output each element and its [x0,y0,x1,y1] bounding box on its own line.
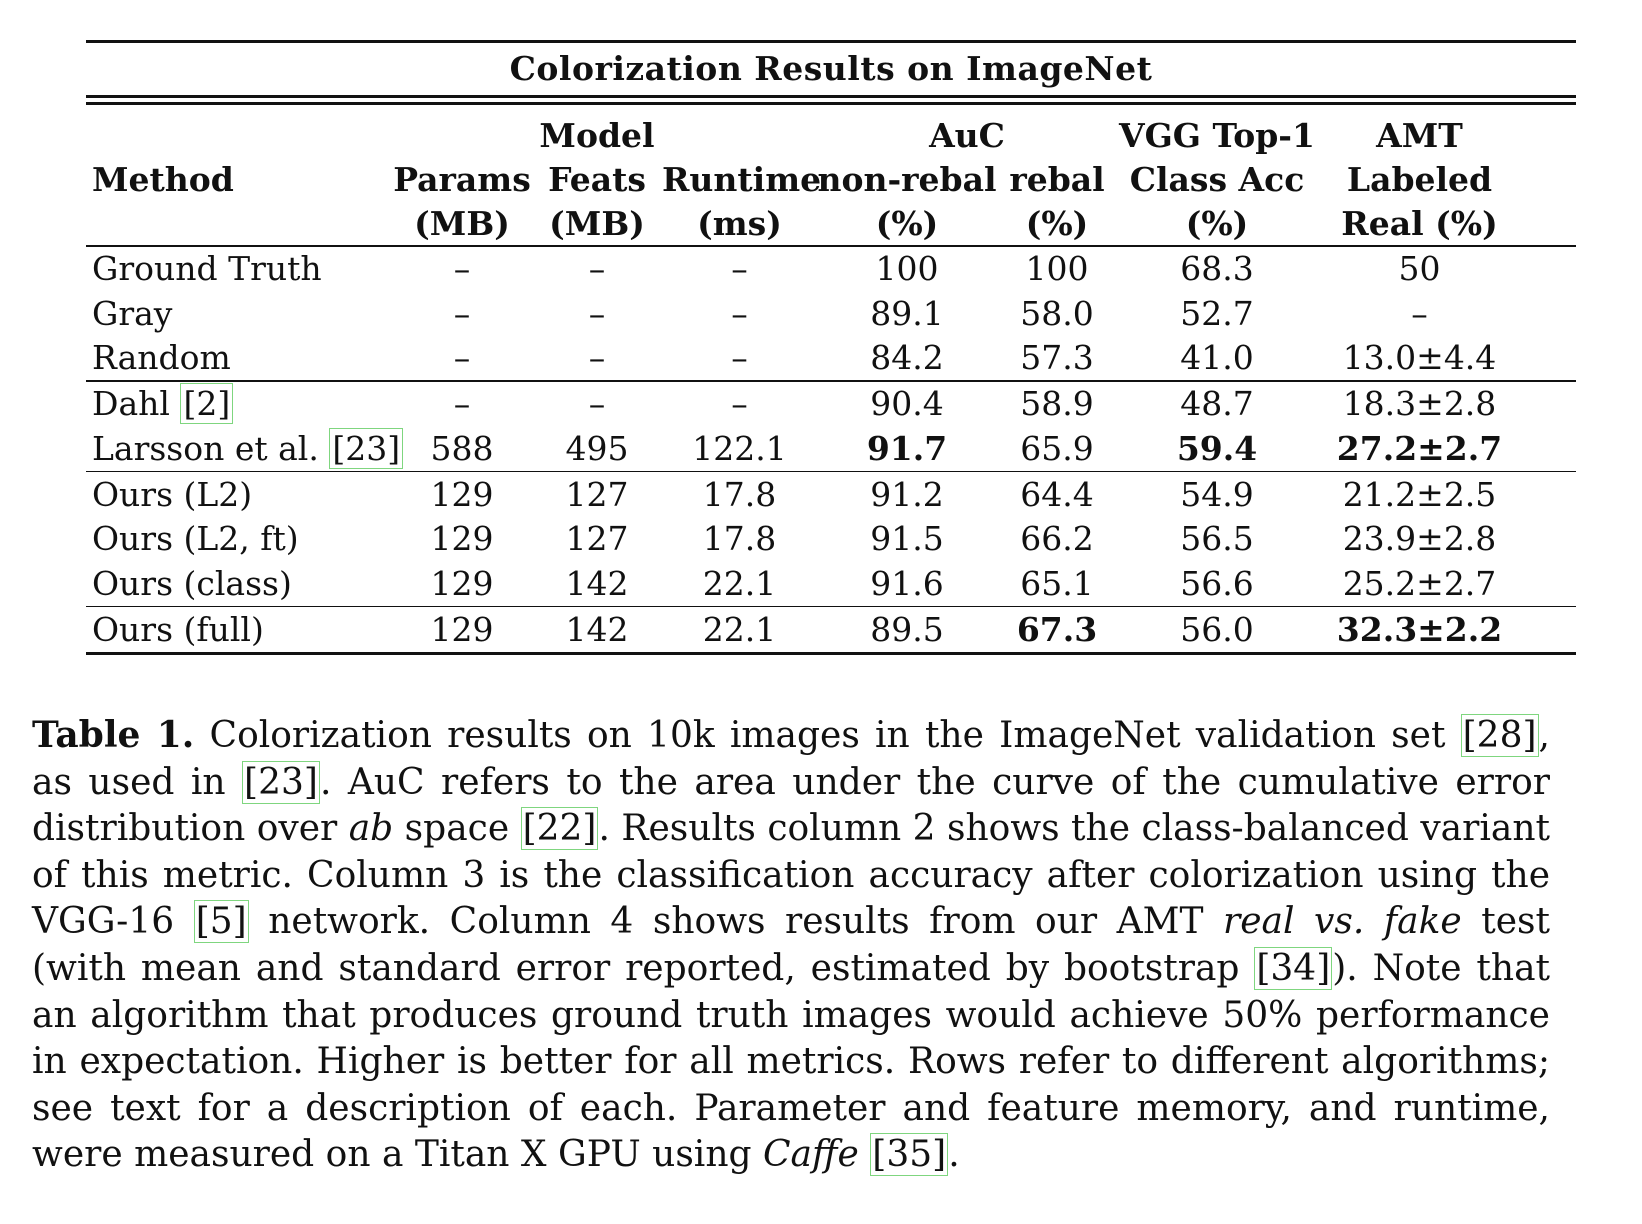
feats-cell: 495 [565,428,629,468]
amt-cell: 18.3±2.8 [1342,384,1497,424]
table-row [86,426,1576,471]
table-row [86,517,1576,562]
header-runtime-unit: (ms) [697,203,782,243]
header-params-unit: (MB) [414,203,510,243]
header-model: Model [539,115,655,155]
rebal-cell: 65.9 [1020,428,1094,468]
params-cell: 129 [430,563,494,603]
nonrebal-cell: 91.7 [866,428,948,468]
header-vgg: VGG Top-1 [1119,115,1315,155]
nonrebal-cell: 91.2 [870,474,944,514]
caption-italic: Caffe [763,1134,859,1176]
runtime-cell: – [731,249,748,289]
nonrebal-cell: 84.2 [870,338,944,378]
citation-link[interactable]: [22] [522,808,597,850]
runtime-cell: 17.8 [702,519,777,559]
amt-cell: 21.2±2.5 [1342,474,1497,514]
nonrebal-cell: 91.5 [870,519,944,559]
citation-link[interactable]: [35] [872,1134,947,1176]
params-cell: 129 [430,474,494,514]
nonrebal-cell: 89.5 [870,609,944,649]
method-cell: Larsson et al. [92,428,319,468]
citation-link[interactable]: [34] [1256,947,1331,989]
table-row [86,382,1576,427]
caption-text: . [948,1134,960,1176]
results-table [86,40,1576,655]
header-row-3 [86,201,1576,245]
header-rebal-unit: (%) [1025,203,1089,243]
rebal-cell: 67.3 [1016,609,1098,649]
header-params: Params [393,159,531,199]
vgg-cell: 56.6 [1180,563,1254,603]
rebal-cell: 57.3 [1020,338,1094,378]
params-cell: – [453,293,471,333]
citation-number: 23 [345,428,388,468]
caption-text: . AuC refers to the area under the curve of the cumulative error distribution over [32,761,1550,850]
header-amt-unit: Real (%) [1341,203,1498,243]
citation-link[interactable]: [5] [195,901,247,943]
method-cell: Ours (L2, ft) [92,519,299,559]
method-cell: Ground Truth [92,249,322,289]
params-cell: – [453,249,471,289]
caption-text: , as used in [32,715,1550,803]
rebal-cell: 65.1 [1020,563,1094,603]
nonrebal-cell: 89.1 [870,293,944,333]
citation-link[interactable]: [23] [244,761,318,803]
header-labeled: Labeled [1346,159,1493,199]
method-cell: Random [92,338,231,378]
feats-cell: 127 [565,519,629,559]
rebal-cell: 58.9 [1020,384,1094,424]
rebal-cell: 100 [1025,249,1089,289]
header-auc: AuC [929,115,1005,155]
vgg-cell: 48.7 [1180,384,1254,424]
header-feats: Feats [548,159,646,199]
runtime-cell: 122.1 [692,428,787,468]
caption-text: Colorization results on 10k images in the ImageNet validation set [194,715,1461,756]
feats-cell: – [588,249,606,289]
caption-italic: real vs. fake [1223,901,1462,943]
rebal-cell: 64.4 [1020,474,1094,514]
header-runtime: Runtime [662,159,822,199]
table-row [86,247,1576,292]
header-amt: AMT [1376,115,1463,155]
vgg-cell: 56.0 [1180,609,1254,649]
vgg-cell: 56.5 [1180,519,1254,559]
table-body [86,245,1576,652]
citation-link[interactable]: [2] [180,383,233,424]
table-row [86,291,1576,336]
vgg-cell: 41.0 [1180,338,1254,378]
params-cell: – [453,384,471,424]
method-cell: Ours (class) [92,563,292,603]
nonrebal-cell: 90.4 [870,384,944,424]
amt-cell: 23.9±2.8 [1342,519,1497,559]
table-row [86,472,1576,517]
params-cell: 129 [430,609,494,649]
amt-cell: 27.2±2.7 [1336,428,1503,468]
params-cell: 129 [430,519,494,559]
header-method: Method [92,159,234,199]
rebal-cell: 58.0 [1020,293,1094,333]
feats-cell: – [588,293,606,333]
header-nonrebal-unit: (%) [875,203,939,243]
vgg-cell: 68.3 [1180,249,1254,289]
method-cell: Gray [92,293,173,333]
table-row [86,336,1576,381]
header-row-1 [86,113,1576,157]
method-cell: Ours (full) [92,609,264,649]
amt-cell: 13.0±4.4 [1342,338,1497,378]
method-cell: Dahl [92,384,170,424]
citation-link[interactable]: [23] [329,428,403,469]
params-cell: 588 [430,428,494,468]
method-cell: Ours (L2) [92,474,253,514]
header-nonrebal: non-rebal [817,159,997,199]
rebal-cell: 66.2 [1020,519,1094,559]
feats-cell: 142 [565,563,629,603]
amt-cell: 32.3±2.2 [1336,609,1503,649]
table-row [86,561,1576,606]
caption-text: network. Column 4 shows results from our AMT [248,901,1224,943]
feats-cell: 127 [565,474,629,514]
nonrebal-cell: 91.6 [870,563,944,603]
caption-italic: ab [348,808,394,850]
table-title: Colorization Results on ImageNet [509,49,1153,88]
table-header [86,105,1576,245]
table-caption [32,712,1550,1179]
feats-cell: – [588,338,606,378]
runtime-cell: – [731,384,748,424]
caption-text: space [393,808,521,850]
caption-text [859,1134,870,1175]
runtime-cell: 22.1 [702,609,777,649]
params-cell: – [453,338,471,378]
header-feats-unit: (MB) [549,203,645,243]
runtime-cell: – [731,338,748,378]
feats-cell: – [588,384,606,424]
amt-cell: 25.2±2.7 [1342,563,1497,603]
feats-cell: 142 [565,609,629,649]
header-row-2 [86,157,1576,201]
amt-cell: 50 [1398,249,1441,289]
nonrebal-cell: 100 [875,249,939,289]
vgg-cell: 59.4 [1176,428,1258,468]
vgg-cell: 54.9 [1180,474,1254,514]
runtime-cell: 17.8 [702,474,777,514]
caption-label: Table 1. [32,714,195,756]
caption-text: . Results column 2 shows the class-balanced variant of this metric. Column 3 is the classification accuracy after colorization using the VGG-16 [32,808,1550,943]
amt-cell: – [1411,293,1428,333]
runtime-cell: 22.1 [702,563,777,603]
citation-number: 2 [196,384,218,424]
header-vgg-unit: (%) [1185,203,1249,243]
runtime-cell: – [731,293,748,333]
header-rebal: rebal [1009,159,1105,199]
vgg-cell: 52.7 [1180,293,1254,333]
header-class-acc: Class Acc [1129,159,1305,199]
caption-text: ). Note that an algorithm that produces ground truth images would achieve 50% performance in expectation. Higher is better for all metrics. Rows refer to different algorithms; see text for a description of each. Parameter and feature memory, and runtime, were measured on a Titan X GPU using [32,947,1550,1176]
table-row [86,607,1576,652]
bottom-rule [86,652,1576,655]
caption-text: test (with mean and standard error reported, estimated by bootstrap [32,901,1550,989]
citation-link[interactable]: [28] [1462,715,1537,756]
